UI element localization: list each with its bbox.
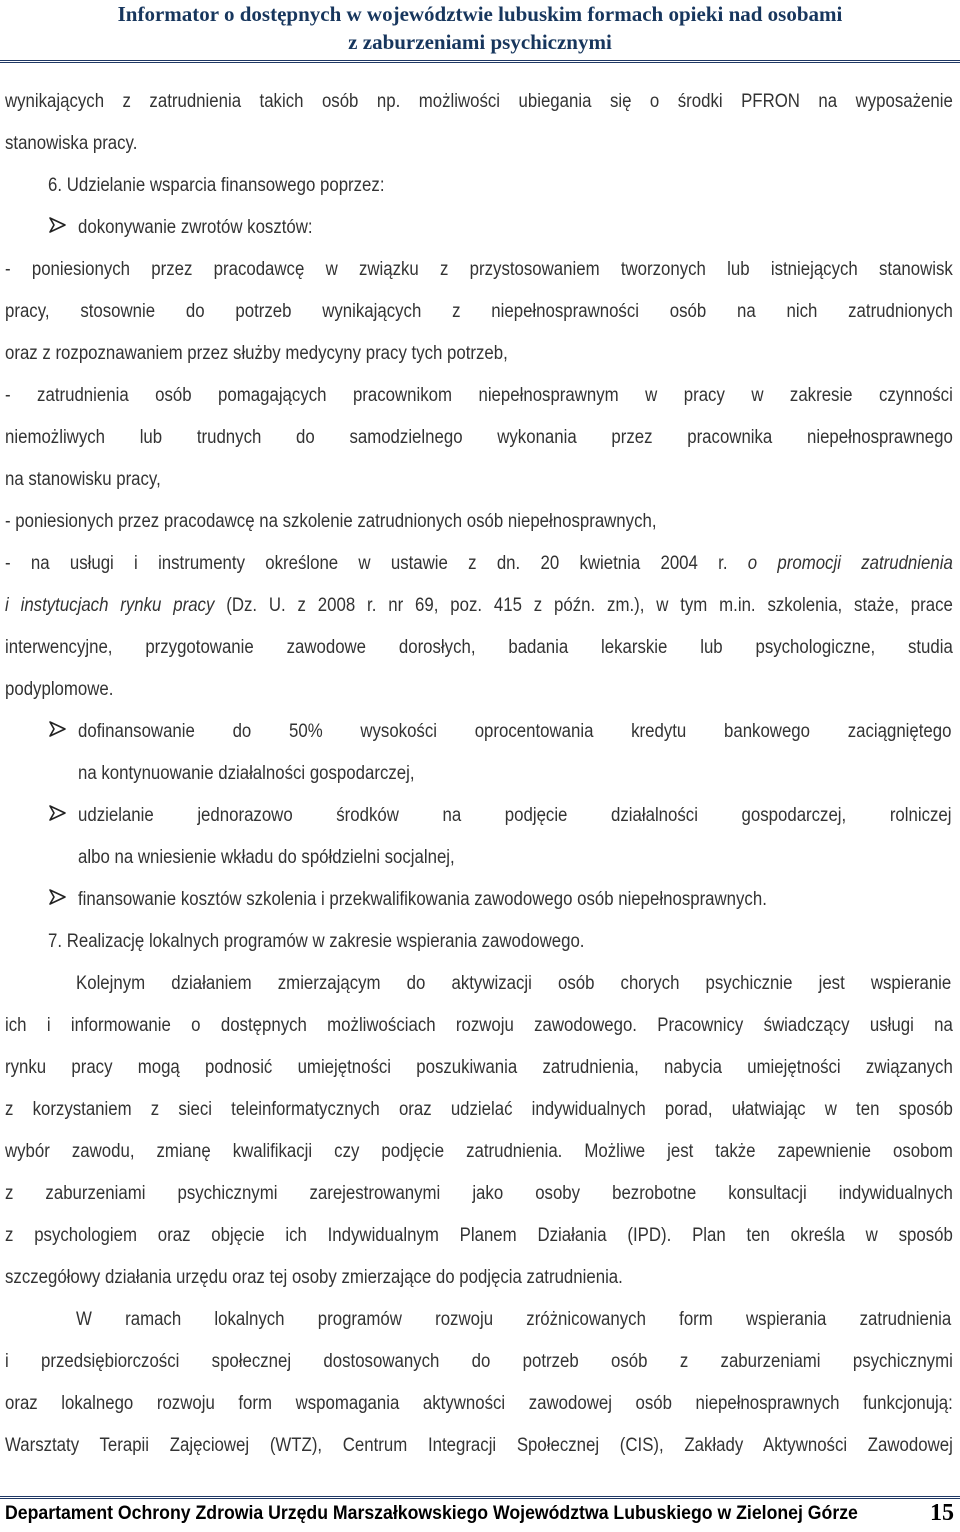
- body-line-13: [5, 592, 953, 620]
- act-title-part-1: o promocji zatrudnienia: [747, 553, 953, 574]
- header-title-line-2: z zaburzeniami psychicznymi: [348, 30, 612, 54]
- body-line-8: - zatrudnienia osób pomagających pracownikom niepełnosprawnym w pracy w zakresie czynności: [5, 385, 953, 406]
- paragraph-1-line-7: z psychologiem oraz objęcie ich Indywidualnym Planem Działania (IPD). Plan ten określa w sposób: [5, 1225, 953, 1246]
- body-line-2: stanowiska pracy.: [5, 133, 138, 154]
- body-line-12-text: - na usługi i instrumenty określone w ustawie z dn. 20 kwietnia 2004 r.: [5, 553, 748, 574]
- header-divider: [0, 60, 960, 63]
- paragraph-2-line-2: i przedsiębiorczości społecznej dostosowanych do potrzeb osób z zaburzeniami psychicznymi: [5, 1351, 953, 1372]
- body-line-7: oraz z rozpoznawaniem przez służby medycyny pracy tych potrzeb,: [5, 343, 508, 364]
- paragraph-2-line-4: Warsztaty Terapii Zajęciowej (WTZ), Centrum Integracji Społecznej (CIS), Zakłady Aktywności Zawodowej: [5, 1435, 953, 1456]
- paragraph-2-line-1: W ramach lokalnych programów rozwoju zróżnicowanych form wspierania zatrudnienia: [76, 1309, 952, 1330]
- list-item-7: 7. Realizację lokalnych programów w zakresie wspierania zawodowego.: [48, 931, 585, 952]
- bullet-refunds: dokonywanie zwrotów kosztów:: [78, 217, 313, 238]
- footer-department: Departament Ochrony Zdrowia Urzędu Marszałkowskiego Województwa Lubuskiego w Zielonej Górze: [5, 1503, 858, 1524]
- header-title-line-1: Informator o dostępnych w województwie lubuskim formach opieki nad osobami: [117, 2, 843, 26]
- body-line-13-text: (Dz. U. z 2008 r. nr 69, poz. 415 z późn. zm.), w tym m.in. szkolenia, staże, prace: [214, 595, 953, 616]
- bullet-one-off-funds-cont: albo na wniesienie wkładu do spółdzielni socjalnej,: [78, 847, 455, 868]
- paragraph-1-line-6: z zaburzeniami psychicznymi zarejestrowanymi jako osoby bezrobotne konsultacji indywidualnych: [5, 1183, 953, 1204]
- arrow-bullet-icon: [48, 887, 68, 907]
- paragraph-1-line-4: z korzystaniem z sieci teleinformatycznych oraz udzielać indywidualnych porad, ułatwiając w ten sposób: [5, 1099, 953, 1120]
- body-line-1: wynikających z zatrudnienia takich osób np. możliwości ubiegania się o środki PFRON na wyposażenie: [5, 91, 953, 112]
- body-line-12: [5, 550, 953, 578]
- paragraph-1-line-2: ich i informowanie o dostępnych możliwościach rozwoju zawodowego. Pracownicy świadczący usługi na: [5, 1015, 953, 1036]
- body-line-6: pracy, stosownie do potrzeb wynikających z niepełnosprawności osób na nich zatrudnionych: [5, 301, 953, 322]
- body-line-5: - poniesionych przez pracodawcę w związku z przystosowaniem tworzonych lub istniejących stanowisk: [5, 259, 953, 280]
- arrow-bullet-icon: [48, 719, 68, 739]
- body-line-9: niemożliwych lub trudnych do samodzielnego wykonania przez pracownika niepełnosprawnego: [5, 427, 953, 448]
- paragraph-1-line-5: wybór zawodu, zmianę kwalifikacji czy podjęcie zatrudnienia. Możliwe jest także zapewnienie osobom: [5, 1141, 953, 1162]
- arrow-bullet-icon: [48, 803, 68, 823]
- body-line-15: podyplomowe.: [5, 679, 114, 700]
- page-header: [0, 0, 960, 56]
- paragraph-1-line-8: szczegółowy działania urzędu oraz tej osoby zmierzające do podjęcia zatrudnienia.: [5, 1267, 623, 1288]
- arrow-bullet-icon: [48, 215, 68, 235]
- body-line-14: interwencyjne, przygotowanie zawodowe dorosłych, badania lekarskie lub psychologiczne, studia: [5, 637, 953, 658]
- page-number: 15: [930, 1500, 954, 1526]
- bullet-loan-subsidy-cont: na kontynuowanie działalności gospodarczej,: [78, 763, 415, 784]
- body-line-11: - poniesionych przez pracodawcę na szkolenie zatrudnionych osób niepełnosprawnych,: [5, 511, 657, 532]
- bullet-training-costs: finansowanie kosztów szkolenia i przekwalifikowania zawodowego osób niepełnosprawnych.: [78, 889, 767, 910]
- footer-divider: [0, 1496, 960, 1499]
- paragraph-1-line-3: rynku pracy mogą podnosić umiejętności poszukiwania zatrudnienia, nabycia umiejętności związanych: [5, 1057, 953, 1078]
- body-line-10: na stanowisku pracy,: [5, 469, 161, 490]
- act-title-part-2: i instytucjach rynku pracy: [5, 595, 215, 616]
- bullet-loan-subsidy: dofinansowanie do 50% wysokości oprocentowania kredytu bankowego zaciągniętego: [78, 721, 952, 742]
- paragraph-2-line-3: oraz lokalnego rozwoju form wspomagania aktywności zawodowej osób niepełnosprawnych funkcjonują:: [5, 1393, 953, 1414]
- bullet-one-off-funds: udzielanie jednorazowo środków na podjęcie działalności gospodarczej, rolniczej: [78, 805, 952, 826]
- list-item-6: 6. Udzielanie wsparcia finansowego poprzez:: [48, 175, 385, 196]
- paragraph-1-line-1: Kolejnym działaniem zmierzającym do aktywizacji osób chorych psychicznie jest wspieranie: [76, 973, 952, 994]
